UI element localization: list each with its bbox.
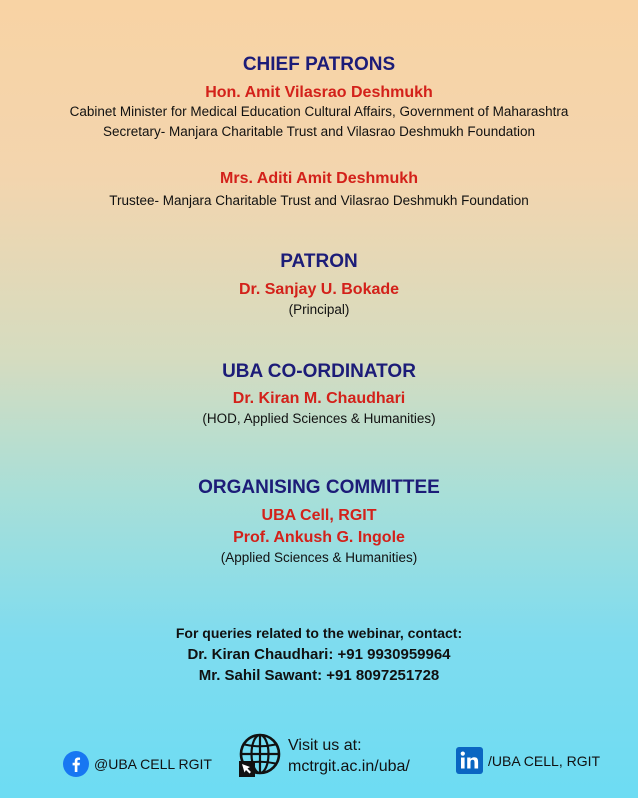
organising-role: (Applied Sciences & Humanities) bbox=[220, 550, 418, 565]
chief-patron-1-name: Hon. Amit Vilasrao Deshmukh bbox=[205, 84, 433, 101]
coordinator-role: (HOD, Applied Sciences & Humanities) bbox=[202, 411, 436, 426]
visit-label: Visit us at: bbox=[288, 737, 362, 754]
organising-name-1: UBA Cell, RGIT bbox=[261, 507, 377, 524]
chief-patron-2-line1: Trustee- Manjara Charitable Trust and Vilasrao Deshmukh Foundation bbox=[109, 193, 529, 208]
contact-line-2: Mr. Sahil Sawant: +91 8097251728 bbox=[198, 667, 440, 684]
coordinator-name: Dr. Kiran M. Chaudhari bbox=[232, 390, 406, 407]
organising-heading: ORGANISING COMMITTEE bbox=[198, 477, 440, 498]
globe-icon bbox=[238, 733, 286, 779]
patron-role: (Principal) bbox=[288, 302, 350, 317]
chief-patron-2-name: Mrs. Aditi Amit Deshmukh bbox=[220, 170, 418, 187]
linkedin-link[interactable] bbox=[456, 747, 600, 774]
chief-patron-1-line2: Secretary- Manjara Charitable Trust and Vilasrao Deshmukh Foundation bbox=[103, 124, 535, 139]
linkedin-icon bbox=[456, 747, 483, 774]
organising-name-2: Prof. Ankush G. Ingole bbox=[233, 529, 405, 546]
patron-name: Dr. Sanjay U. Bokade bbox=[238, 281, 400, 298]
patron-heading: PATRON bbox=[280, 251, 358, 272]
linkedin-handle: /UBA CELL, RGIT bbox=[488, 752, 601, 769]
contact-line-1: Dr. Kiran Chaudhari: +91 9930959964 bbox=[187, 646, 451, 663]
chief-patrons-heading: CHIEF PATRONS bbox=[242, 54, 396, 75]
facebook-handle: @UBA CELL RGIT bbox=[94, 756, 212, 772]
chief-patron-1-line1: Cabinet Minister for Medical Education Cultural Affairs, Government of Maharashtra bbox=[69, 104, 569, 119]
coordinator-heading: UBA CO-ORDINATOR bbox=[222, 361, 416, 382]
visit-url: mctrgit.ac.in/uba/ bbox=[288, 758, 410, 775]
contact-intro: For queries related to the webinar, contact: bbox=[175, 625, 463, 641]
facebook-icon bbox=[63, 751, 89, 777]
website-link[interactable] bbox=[238, 733, 410, 779]
facebook-link[interactable] bbox=[63, 751, 212, 777]
